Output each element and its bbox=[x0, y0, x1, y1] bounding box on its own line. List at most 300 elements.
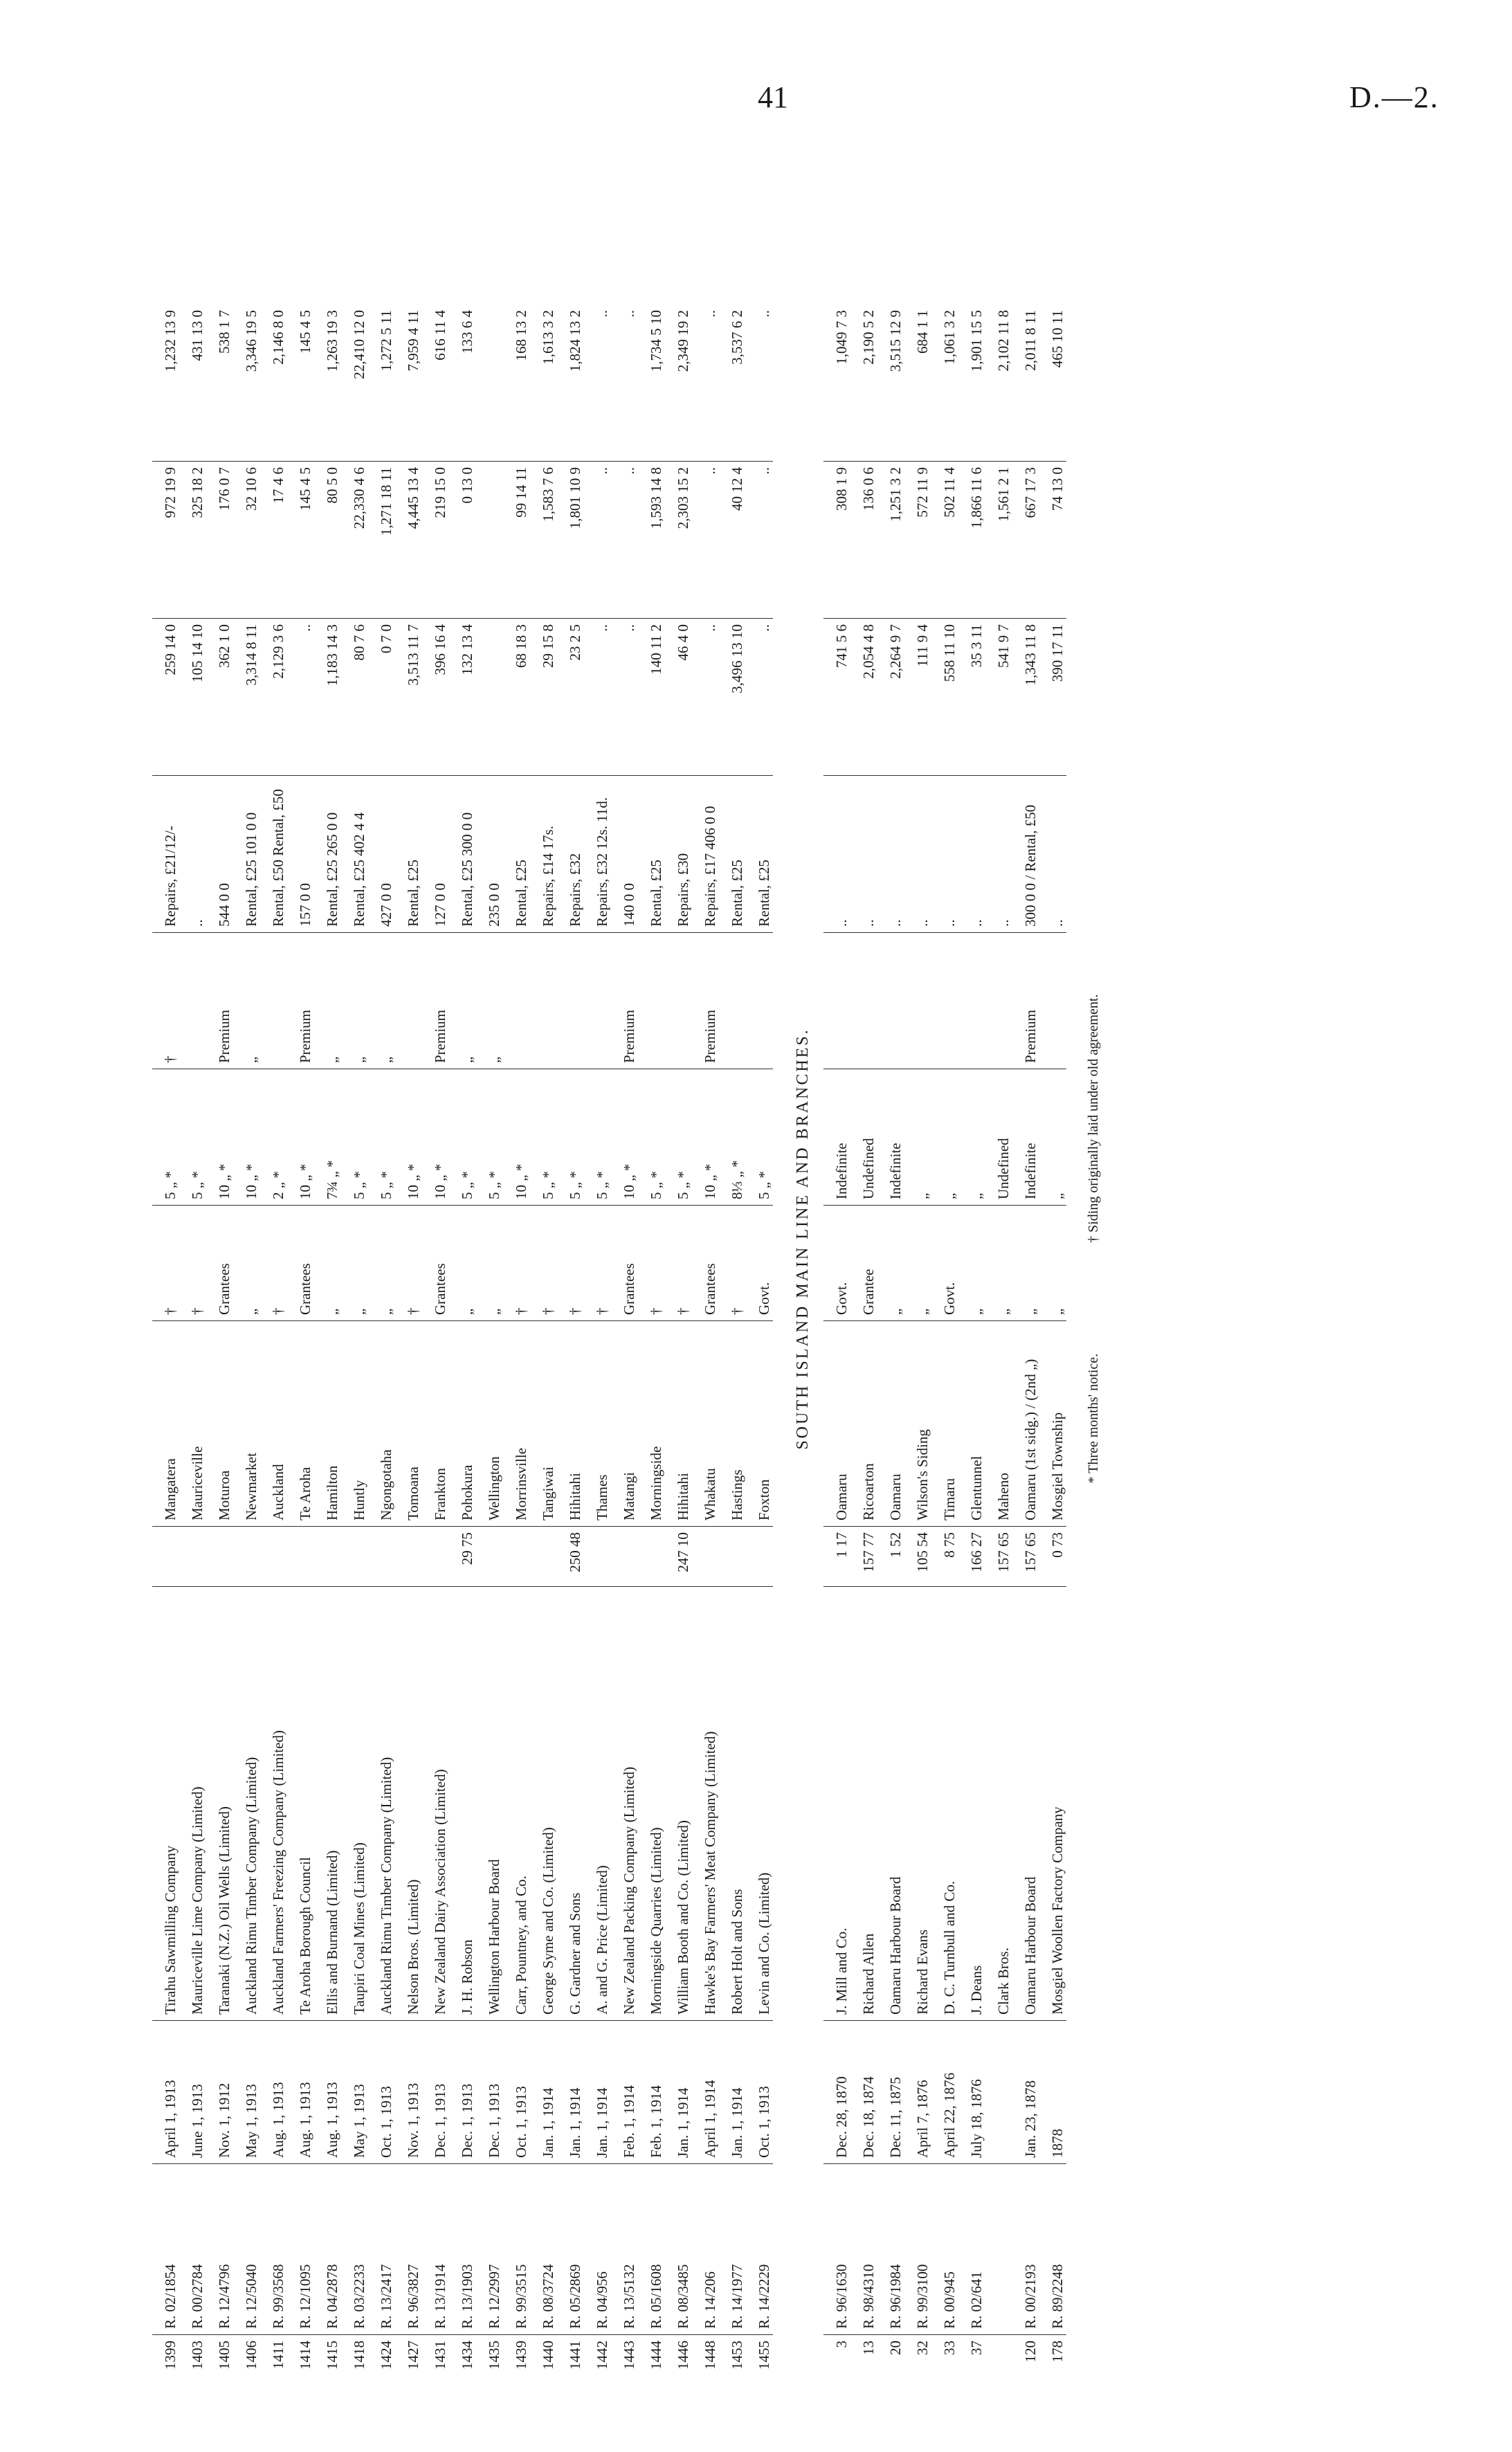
table-cell: R. 96/1984 bbox=[877, 2164, 904, 2335]
table-cell: 5 „ * bbox=[341, 1069, 368, 1206]
table-cell: R. 05/2869 bbox=[557, 2164, 584, 2335]
table-cell bbox=[476, 1527, 503, 1587]
table-cell bbox=[904, 933, 931, 1069]
table-cell: Grantees bbox=[206, 1206, 233, 1321]
table-cell: Rental, £25 bbox=[503, 776, 530, 933]
table-row bbox=[1012, 305, 1039, 2388]
table-cell: R. 12/1095 bbox=[287, 2164, 314, 2335]
table-cell: .. bbox=[584, 462, 611, 619]
table-cell: R. 08/3724 bbox=[530, 2164, 557, 2335]
table-cell bbox=[395, 1527, 422, 1587]
table-cell bbox=[287, 1527, 314, 1587]
table-cell: .. bbox=[823, 776, 850, 933]
table-cell: Oamaru bbox=[823, 1321, 850, 1527]
table-cell: Maheno bbox=[985, 1321, 1012, 1527]
table-cell: Levin and Co. (Limited) bbox=[746, 1587, 773, 2021]
table-cell: „ bbox=[877, 1206, 904, 1321]
table-cell: 247 10 bbox=[665, 1527, 692, 1587]
table-cell: 2,303 15 2 bbox=[665, 462, 692, 619]
table-cell bbox=[503, 933, 530, 1069]
table-cell: 23 2 5 bbox=[557, 619, 584, 776]
table-row bbox=[395, 305, 422, 2388]
table-cell: .. bbox=[904, 776, 931, 933]
table-cell: George Syme and Co. (Limited) bbox=[530, 1587, 557, 2021]
table-cell: Foxton bbox=[746, 1321, 773, 1527]
table-cell: 427 0 0 bbox=[368, 776, 395, 933]
table-cell: R. 13/5132 bbox=[611, 2164, 638, 2335]
table-cell: Indefinite bbox=[877, 1069, 904, 1206]
page-number: 41 bbox=[758, 80, 788, 114]
table-cell: Richard Evans bbox=[904, 1587, 931, 2021]
table-cell: R. 05/1608 bbox=[638, 2164, 665, 2335]
table-cell: 1,271 18 11 bbox=[368, 462, 395, 619]
table-cell: 1446 bbox=[665, 2335, 692, 2388]
table-cell: Wellington Harbour Board bbox=[476, 1587, 503, 2021]
table-cell: 5 „ * bbox=[638, 1069, 665, 1206]
table-cell: 2,264 9 7 bbox=[877, 619, 904, 776]
table-cell: R. 14/2229 bbox=[746, 2164, 773, 2335]
table-cell: Ricoarton bbox=[850, 1321, 877, 1527]
table-cell: „ bbox=[476, 933, 503, 1069]
table-cell: 1,901 15 5 bbox=[968, 310, 985, 372]
table-cell: 145 4 5 bbox=[297, 310, 313, 354]
table-cell: 1,613 3 2 bbox=[540, 310, 556, 365]
table-cell bbox=[314, 1527, 341, 1587]
table-cell bbox=[719, 933, 746, 1069]
table-cell: „ bbox=[449, 1206, 476, 1321]
table-cell: Grantees bbox=[692, 1206, 719, 1321]
table-cell bbox=[557, 933, 584, 1069]
table-cell bbox=[476, 305, 503, 462]
table-cell: 2,054 4 8 bbox=[850, 619, 877, 776]
table-cell: 1442 bbox=[584, 2335, 611, 2388]
table-cell: Huntly bbox=[341, 1321, 368, 1527]
table-cell: Auckland bbox=[260, 1321, 287, 1527]
table-cell: 7,959 4 11 bbox=[405, 310, 421, 372]
table-cell: 1,183 14 3 bbox=[314, 619, 341, 776]
table-cell: Nov. 1, 1913 bbox=[395, 2021, 422, 2164]
table-row bbox=[530, 305, 557, 2388]
table-cell: .. bbox=[746, 619, 773, 776]
table-cell: 105 14 10 bbox=[179, 619, 206, 776]
table-cell: New Zealand Packing Company (Limited) bbox=[611, 1587, 638, 2021]
table-cell: .. bbox=[702, 310, 718, 318]
table-cell bbox=[823, 933, 850, 1069]
table-cell bbox=[395, 933, 422, 1069]
table-cell: 2,349 19 2 bbox=[675, 310, 691, 372]
table-cell: 74 13 0 bbox=[1039, 462, 1066, 619]
table-cell bbox=[422, 1527, 449, 1587]
table-row bbox=[985, 305, 1012, 2388]
table-cell: Morningside bbox=[638, 1321, 665, 1527]
table-cell: Premium bbox=[206, 933, 233, 1069]
table-cell: Ellis and Burnand (Limited) bbox=[314, 1587, 341, 2021]
table-row bbox=[287, 305, 314, 2388]
table-cell: Glentunnel bbox=[958, 1321, 985, 1527]
table-cell: „ bbox=[449, 933, 476, 1069]
table-row bbox=[931, 305, 958, 2388]
table-row bbox=[206, 305, 233, 2388]
table-cell: .. bbox=[287, 619, 314, 776]
table-row bbox=[449, 305, 476, 2388]
table-cell: Premium bbox=[422, 933, 449, 1069]
table-cell: R. 13/1903 bbox=[449, 2164, 476, 2335]
table-cell: Frankton bbox=[422, 1321, 449, 1527]
table-cell: R. 02/641 bbox=[958, 2164, 985, 2335]
table-cell: .. bbox=[958, 776, 985, 933]
table-cell: 140 0 0 bbox=[611, 776, 638, 933]
table-cell bbox=[692, 1527, 719, 1587]
table-cell: R. 00/945 bbox=[931, 2164, 958, 2335]
table-cell: 5 „ * bbox=[476, 1069, 503, 1206]
table-cell bbox=[985, 2164, 1012, 2335]
table-cell: Auckland Rimu Timber Company (Limited) bbox=[233, 1587, 260, 2021]
table-cell bbox=[530, 1527, 557, 1587]
table-cell: .. bbox=[179, 776, 206, 933]
table-cell: „ bbox=[233, 933, 260, 1069]
table-cell bbox=[877, 933, 904, 1069]
table-cell bbox=[260, 933, 287, 1069]
table-cell: Taupiri Coal Mines (Limited) bbox=[341, 1587, 368, 2021]
table-cell: Rental, £25 402 4 4 bbox=[341, 776, 368, 933]
table-cell bbox=[931, 933, 958, 1069]
table-cell: Morrinsville bbox=[503, 1321, 530, 1527]
table-cell: Repairs, £30 bbox=[665, 776, 692, 933]
table-cell: R. 12/2997 bbox=[476, 2164, 503, 2335]
table-cell: .. bbox=[850, 776, 877, 933]
table-cell: 3,515 12 9 bbox=[887, 310, 904, 372]
table-cell: 1,049 7 3 bbox=[833, 310, 850, 365]
table-cell: 1424 bbox=[368, 2335, 395, 2388]
table-cell: 5 „ * bbox=[746, 1069, 773, 1206]
table-cell: Indefinite bbox=[823, 1069, 850, 1206]
table-row bbox=[719, 305, 746, 2388]
table-cell bbox=[503, 1527, 530, 1587]
table-cell: 10 „ * bbox=[422, 1069, 449, 1206]
table-cell: Oct. 1, 1913 bbox=[368, 2021, 395, 2164]
table-cell: 10 „ * bbox=[692, 1069, 719, 1206]
table-cell: Dec. 1, 1913 bbox=[449, 2021, 476, 2164]
table-cell: 0 13 0 bbox=[449, 462, 476, 619]
table-cell: Dec. 1, 1913 bbox=[422, 2021, 449, 2164]
table-cell: Richard Allen bbox=[850, 1587, 877, 2021]
table-cell: D. C. Turnbull and Co. bbox=[931, 1587, 958, 2021]
table-cell: Repairs, £32 bbox=[557, 776, 584, 933]
table-cell: 667 17 3 bbox=[1012, 462, 1039, 619]
table-cell: 1439 bbox=[503, 2335, 530, 2388]
table-cell: Aug. 1, 1913 bbox=[260, 2021, 287, 2164]
table-cell: „ bbox=[931, 1069, 958, 1206]
table-cell: 22,410 12 0 bbox=[351, 310, 367, 379]
table-cell bbox=[985, 2021, 1012, 2164]
table-cell: 99 14 11 bbox=[503, 462, 530, 619]
table-cell: † bbox=[503, 1206, 530, 1321]
table-cell: Jan. 1, 1914 bbox=[530, 2021, 557, 2164]
table-cell: .. bbox=[611, 619, 638, 776]
table-cell bbox=[746, 1527, 773, 1587]
table-cell: Govt. bbox=[746, 1206, 773, 1321]
table-cell: 1399 bbox=[152, 2335, 179, 2388]
table-cell: 431 13 0 bbox=[189, 310, 206, 361]
table-cell: „ bbox=[985, 1206, 1012, 1321]
table-cell: † bbox=[530, 1206, 557, 1321]
section-heading: SOUTH ISLAND MAIN LINE AND BRANCHES. bbox=[794, 1028, 812, 1450]
table-row bbox=[233, 305, 260, 2388]
table-cell: Tomoana bbox=[395, 1321, 422, 1527]
table-cell: † bbox=[557, 1206, 584, 1321]
table-cell: Repairs, £21/12/- bbox=[152, 776, 179, 933]
table-cell: Mauriceville Lime Company (Limited) bbox=[179, 1587, 206, 2021]
table-cell: 396 16 4 bbox=[422, 619, 449, 776]
table-cell: .. bbox=[692, 619, 719, 776]
table-cell bbox=[530, 933, 557, 1069]
table-cell: Premium bbox=[287, 933, 314, 1069]
table-cell bbox=[476, 619, 503, 776]
table-cell: † bbox=[719, 1206, 746, 1321]
table-cell bbox=[368, 1527, 395, 1587]
table-cell: Undefined bbox=[985, 1069, 1012, 1206]
table-cell: A. and G. Price (Limited) bbox=[584, 1587, 611, 2021]
table-cell bbox=[958, 933, 985, 1069]
table-cell: „ bbox=[368, 933, 395, 1069]
table-cell: 157 65 bbox=[1012, 1527, 1039, 1587]
rotated-table-region bbox=[152, 90, 1370, 2388]
table-cell: 145 4 5 bbox=[287, 462, 314, 619]
footnotes bbox=[1086, 90, 1102, 2388]
table-cell: † bbox=[179, 1206, 206, 1321]
table-cell: 32 10 6 bbox=[233, 462, 260, 619]
table-cell: Jan. 1, 1914 bbox=[584, 2021, 611, 2164]
table-cell: Oamaru bbox=[877, 1321, 904, 1527]
table-cell: „ bbox=[1039, 1069, 1066, 1206]
table-cell: 325 18 2 bbox=[179, 462, 206, 619]
table-cell: 178 bbox=[1039, 2335, 1066, 2388]
table-cell: Oct. 1, 1913 bbox=[503, 2021, 530, 2164]
table-cell: Whakatu bbox=[692, 1321, 719, 1527]
table-cell: 1435 bbox=[476, 2335, 503, 2388]
table-cell: Premium bbox=[692, 933, 719, 1069]
table-cell bbox=[746, 933, 773, 1069]
table-cell bbox=[638, 1527, 665, 1587]
table-cell: Undefined bbox=[850, 1069, 877, 1206]
table-cell: Auckland Farmers' Freezing Company (Limited) bbox=[260, 1587, 287, 2021]
table-row bbox=[422, 305, 449, 2388]
table-cell: Newmarket bbox=[233, 1321, 260, 1527]
table-cell: 2,129 3 6 bbox=[260, 619, 287, 776]
table-cell: May 1, 1913 bbox=[341, 2021, 368, 2164]
table-cell: July 18, 1876 bbox=[958, 2021, 985, 2164]
table-cell: R. 12/5040 bbox=[233, 2164, 260, 2335]
table-cell: 3,513 11 7 bbox=[395, 619, 422, 776]
table-cell bbox=[985, 933, 1012, 1069]
table-cell: Aug. 1, 1913 bbox=[314, 2021, 341, 2164]
table-cell: 10 „ * bbox=[206, 1069, 233, 1206]
table-cell: Dec. 1, 1913 bbox=[476, 2021, 503, 2164]
table-cell: .. bbox=[692, 462, 719, 619]
table-cell bbox=[206, 1527, 233, 1587]
table-cell: 157 77 bbox=[850, 1527, 877, 1587]
table-cell: 2,146 8 0 bbox=[270, 310, 286, 365]
table-cell: New Zealand Dairy Association (Limited) bbox=[422, 1587, 449, 2021]
table-cell: 1,561 2 1 bbox=[985, 462, 1012, 619]
table-cell: .. bbox=[584, 619, 611, 776]
table-cell: Oamaru Harbour Board bbox=[1012, 1587, 1039, 2021]
table-cell: Morningside Quarries (Limited) bbox=[638, 1587, 665, 2021]
table-cell: 3,537 6 2 bbox=[729, 310, 745, 365]
table-cell: 362 1 0 bbox=[206, 619, 233, 776]
table-cell: 684 1 1 bbox=[914, 310, 931, 354]
table-cell: 1411 bbox=[260, 2335, 287, 2388]
table-cell: Oamaru (1st sidg.) / (2nd „) bbox=[1012, 1321, 1039, 1527]
table-cell: Premium bbox=[611, 933, 638, 1069]
table-cell: Matangi bbox=[611, 1321, 638, 1527]
table-cell: 1427 bbox=[395, 2335, 422, 2388]
table-cell: 1,061 3 2 bbox=[941, 310, 958, 365]
table-cell: Rental, £25 bbox=[746, 776, 773, 933]
table-cell bbox=[584, 1527, 611, 1587]
table-cell: 5 „ * bbox=[584, 1069, 611, 1206]
table-cell: R. 13/2417 bbox=[368, 2164, 395, 2335]
table-cell: 10 „ * bbox=[395, 1069, 422, 1206]
table-cell: 5 „ * bbox=[179, 1069, 206, 1206]
table-cell: R. 99/3515 bbox=[503, 2164, 530, 2335]
table-cell: Jan. 1, 1914 bbox=[557, 2021, 584, 2164]
table-cell: 111 9 4 bbox=[904, 619, 931, 776]
table-cell: „ bbox=[1012, 1206, 1039, 1321]
table-cell bbox=[850, 933, 877, 1069]
table-cell: Ngongotaha bbox=[368, 1321, 395, 1527]
table-cell: 1 17 bbox=[823, 1527, 850, 1587]
table-cell: Mauriceville bbox=[179, 1321, 206, 1527]
table-cell: 140 11 2 bbox=[638, 619, 665, 776]
table-cell: 1443 bbox=[611, 2335, 638, 2388]
table-cell: 80 5 0 bbox=[314, 462, 341, 619]
table-cell: 308 1 9 bbox=[823, 462, 850, 619]
table-cell: 0 73 bbox=[1039, 1527, 1066, 1587]
table-cell: Repairs, £14 17s. bbox=[530, 776, 557, 933]
table-cell bbox=[476, 462, 503, 619]
table-cell: R. 04/2878 bbox=[314, 2164, 341, 2335]
table-cell bbox=[638, 933, 665, 1069]
table-cell: Jan. 1, 1914 bbox=[665, 2021, 692, 2164]
table-cell: .. bbox=[611, 462, 638, 619]
table-cell: 1405 bbox=[206, 2335, 233, 2388]
table-row bbox=[476, 305, 503, 2388]
table-cell: 741 5 6 bbox=[823, 619, 850, 776]
table-cell: 1 52 bbox=[877, 1527, 904, 1587]
table-cell: 1,801 10 9 bbox=[557, 462, 584, 619]
table-cell: 33 bbox=[931, 2335, 958, 2388]
table-row bbox=[1039, 305, 1066, 2388]
table-cell: R. 14/1977 bbox=[719, 2164, 746, 2335]
table-cell: 10 „ * bbox=[503, 1069, 530, 1206]
table-cell: † bbox=[638, 1206, 665, 1321]
table-row bbox=[314, 305, 341, 2388]
table-cell: „ bbox=[233, 1206, 260, 1321]
table-cell: 502 11 4 bbox=[931, 462, 958, 619]
table-cell: 219 15 0 bbox=[422, 462, 449, 619]
table-cell: 1415 bbox=[314, 2335, 341, 2388]
table-cell: † bbox=[395, 1206, 422, 1321]
table-cell: Grantees bbox=[422, 1206, 449, 1321]
table-cell: 7¾ „ * bbox=[314, 1069, 341, 1206]
table-cell: 105 54 bbox=[904, 1527, 931, 1587]
table-cell: 136 0 6 bbox=[850, 462, 877, 619]
table-row bbox=[904, 305, 931, 2388]
table-cell: Te Aroha bbox=[287, 1321, 314, 1527]
table-cell: R. 89/2248 bbox=[1039, 2164, 1066, 2335]
table-cell: 0 7 0 bbox=[368, 619, 395, 776]
table-cell: 259 14 0 bbox=[152, 619, 179, 776]
table-cell: R. 96/1630 bbox=[823, 2164, 850, 2335]
table-cell: 1878 bbox=[1039, 2021, 1066, 2164]
table-cell: R. 03/2233 bbox=[341, 2164, 368, 2335]
table-cell: R. 08/3485 bbox=[665, 2164, 692, 2335]
table-row bbox=[341, 305, 368, 2388]
table-cell: 29 75 bbox=[449, 1527, 476, 1587]
table-cell: 1,824 13 2 bbox=[567, 310, 583, 372]
table-cell: 127 0 0 bbox=[422, 776, 449, 933]
table-cell bbox=[584, 933, 611, 1069]
table-cell: 3,346 19 5 bbox=[243, 310, 259, 372]
table-cell: Mosgiel Township bbox=[1039, 1321, 1066, 1527]
table-cell: Feb. 1, 1914 bbox=[638, 2021, 665, 2164]
table-cell: 390 17 11 bbox=[1039, 619, 1066, 776]
table-cell: R. 02/1854 bbox=[152, 2164, 179, 2335]
table-cell: 2,011 8 11 bbox=[1022, 310, 1039, 371]
table-cell: Nelson Bros. (Limited) bbox=[395, 1587, 422, 2021]
table-cell: Hastings bbox=[719, 1321, 746, 1527]
table-cell: J. Mill and Co. bbox=[823, 1587, 850, 2021]
table-cell: 17 4 6 bbox=[260, 462, 287, 619]
table-cell: 10 „ * bbox=[233, 1069, 260, 1206]
table-cell: Mangatera bbox=[152, 1321, 179, 1527]
table-cell: .. bbox=[594, 310, 610, 318]
table-cell: „ bbox=[904, 1069, 931, 1206]
table-cell: 2 „ * bbox=[260, 1069, 287, 1206]
south-table-body bbox=[823, 305, 1066, 2388]
table-cell: R. 00/2784 bbox=[179, 2164, 206, 2335]
table-cell: Rental, £50 Rental, £50 bbox=[260, 776, 287, 933]
table-cell: Jan. 23, 1878 bbox=[1012, 2021, 1039, 2164]
table-cell: † bbox=[665, 1206, 692, 1321]
table-cell: Mosgiel Woollen Factory Company bbox=[1039, 1587, 1066, 2021]
table-cell: 465 10 11 bbox=[1049, 310, 1066, 368]
table-cell: Rental, £25 265 0 0 bbox=[314, 776, 341, 933]
table-cell: 5 „ * bbox=[368, 1069, 395, 1206]
table-cell: † bbox=[260, 1206, 287, 1321]
table-cell: 35 3 11 bbox=[958, 619, 985, 776]
table-cell: Rental, £25 bbox=[395, 776, 422, 933]
table-cell bbox=[179, 1527, 206, 1587]
table-cell: 13 bbox=[850, 2335, 877, 2388]
table-cell: .. bbox=[746, 462, 773, 619]
table-cell: Wilson's Siding bbox=[904, 1321, 931, 1527]
table-cell: 5 „ * bbox=[557, 1069, 584, 1206]
table-cell: 1403 bbox=[179, 2335, 206, 2388]
table-cell: Dec. 28, 1870 bbox=[823, 2021, 850, 2164]
table-cell: † bbox=[152, 933, 179, 1069]
table-cell: „ bbox=[904, 1206, 931, 1321]
sidings-table bbox=[152, 305, 773, 2388]
table-cell: 29 15 8 bbox=[530, 619, 557, 776]
table-cell: 120 bbox=[1012, 2335, 1039, 2388]
table-cell: 80 7 6 bbox=[341, 619, 368, 776]
table-cell: 3,496 13 10 bbox=[719, 619, 746, 776]
table-cell: 5 „ * bbox=[665, 1069, 692, 1206]
table-row bbox=[611, 305, 638, 2388]
table-cell: 20 bbox=[877, 2335, 904, 2388]
